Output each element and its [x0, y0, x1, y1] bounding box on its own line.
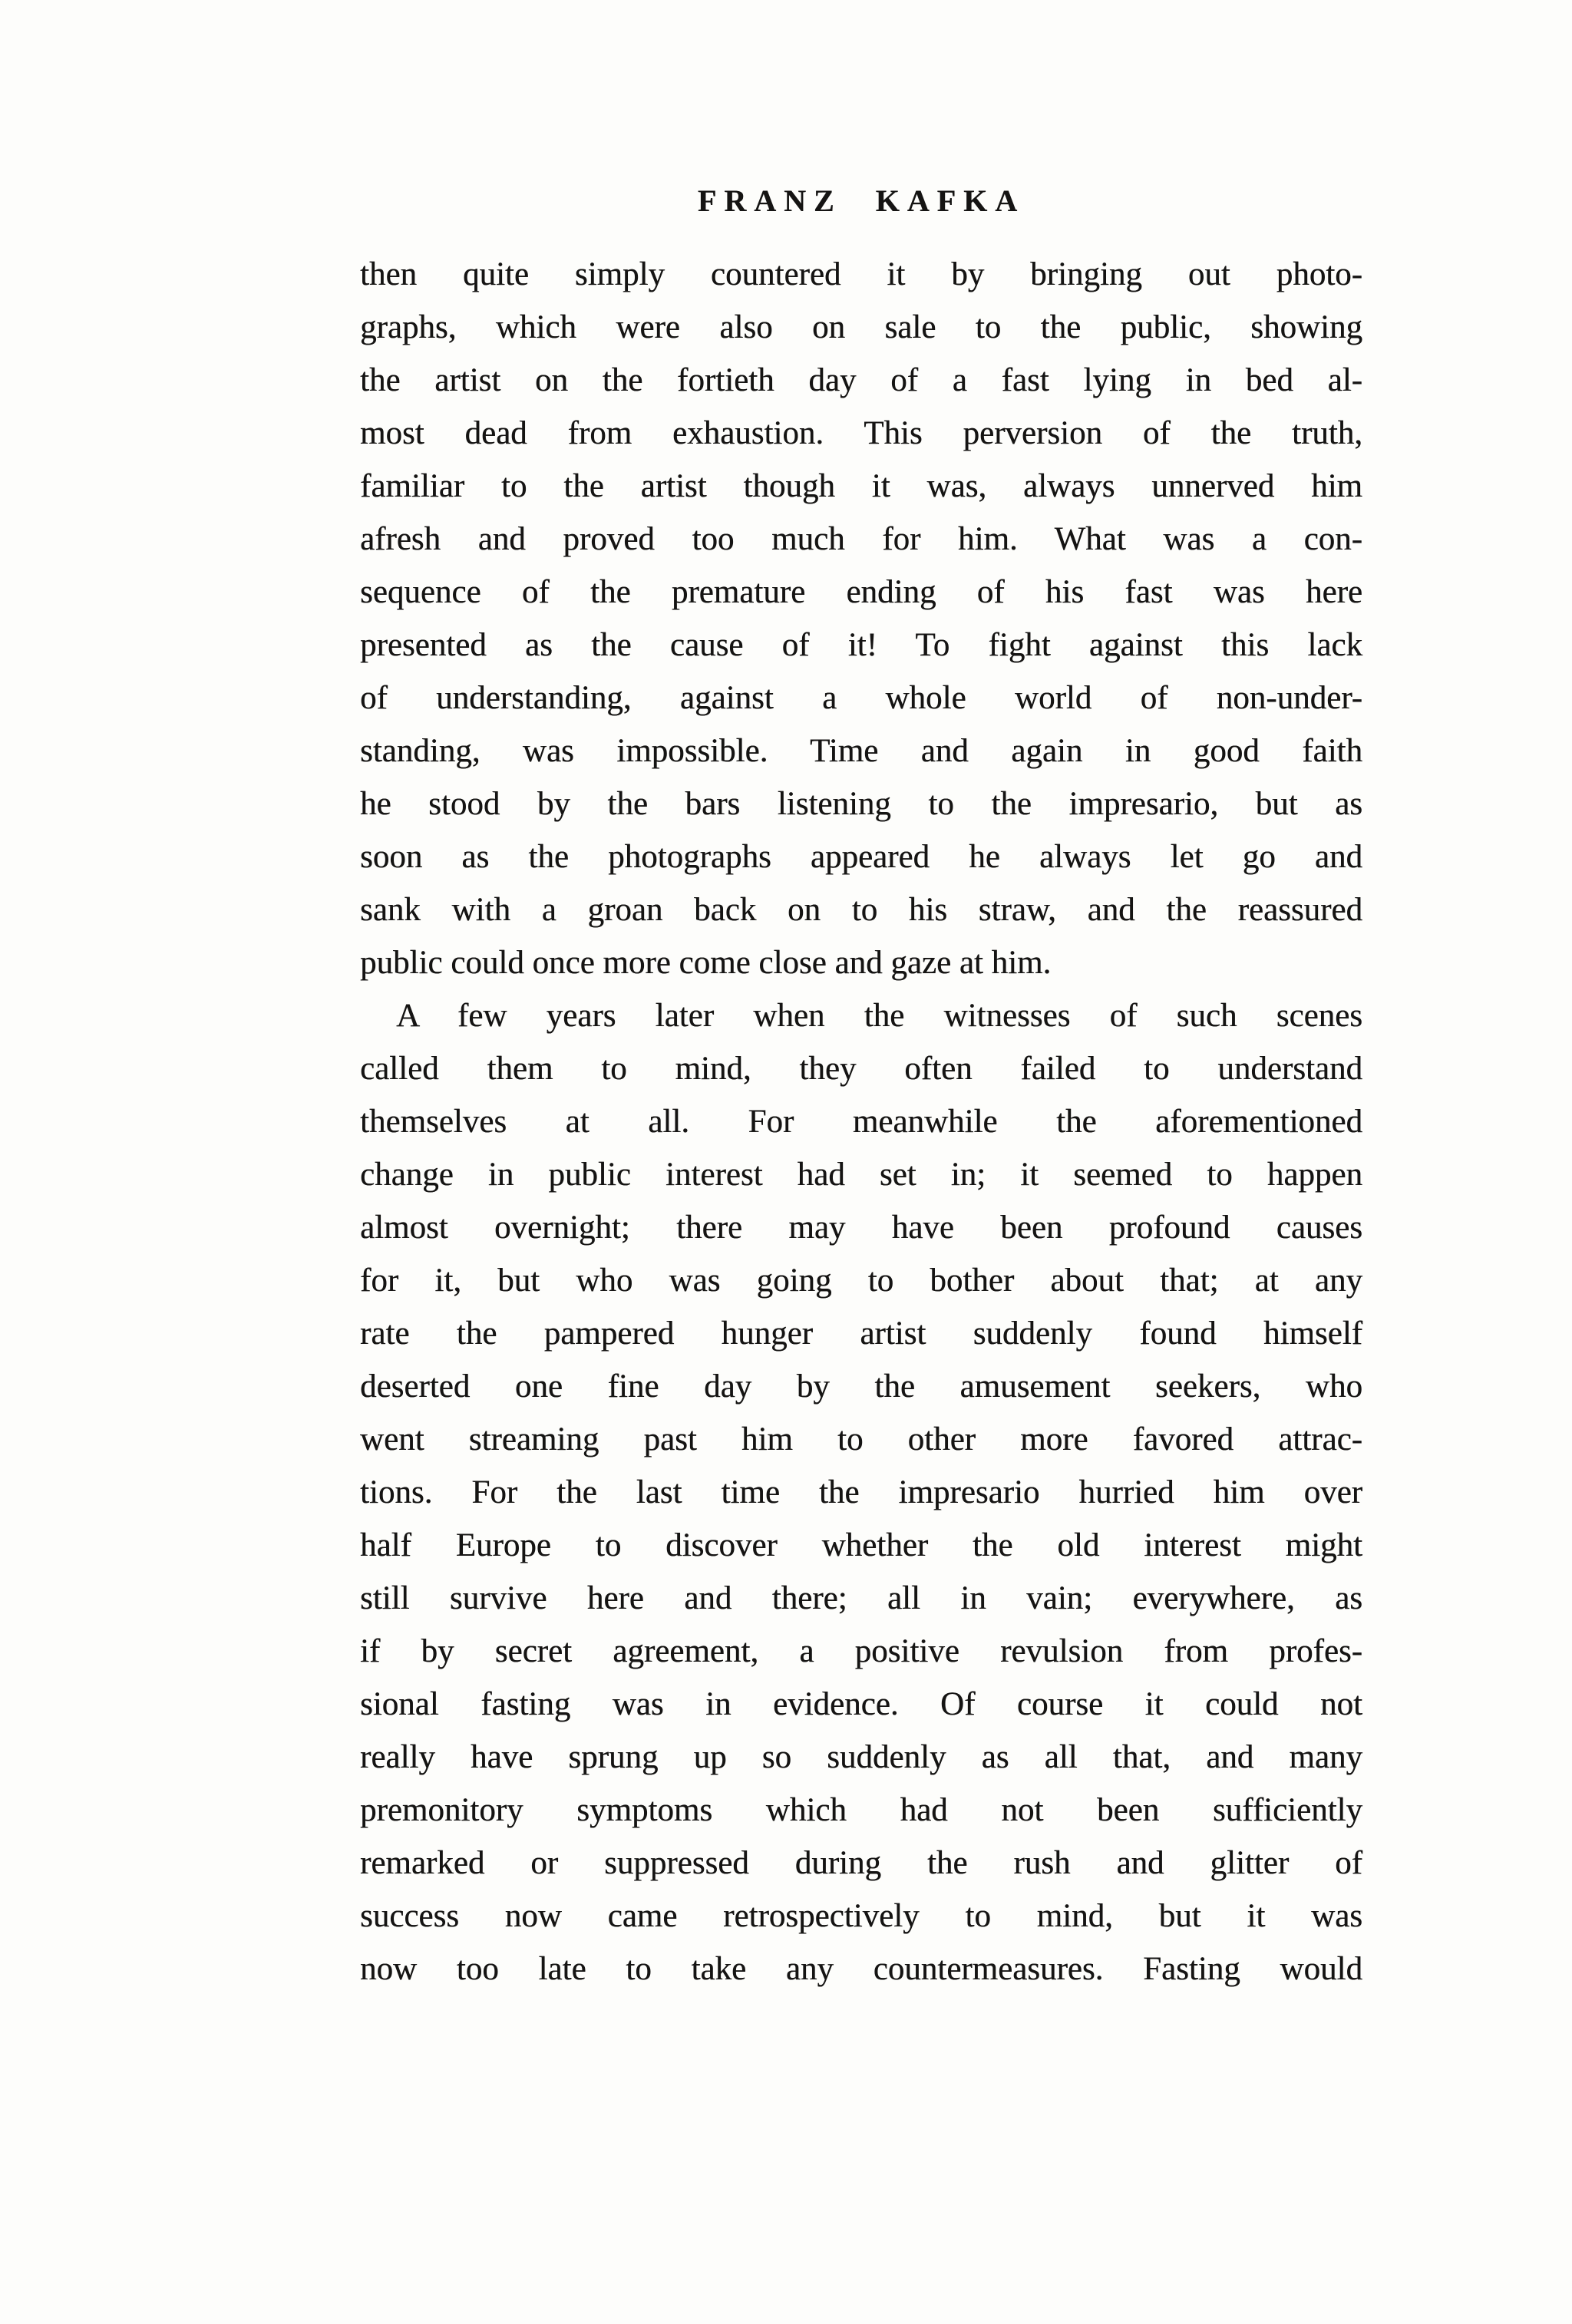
text-line: remarked or suppressed during the rush and glitter of: [360, 1845, 1362, 1881]
text-line: then quite simply countered it by bringing out photo-: [360, 256, 1362, 292]
text-line: sequence of the premature ending of his fast was here: [360, 574, 1362, 610]
text-line: rate the pampered hunger artist suddenly found himself: [360, 1316, 1362, 1352]
text-line: soon as the photographs appeared he always let go and: [360, 839, 1362, 875]
text-line: success now came retrospectively to mind, but it was: [360, 1898, 1362, 1934]
text-line: the artist on the fortieth day of a fast lying in bed al-: [360, 362, 1362, 398]
text-line: sank with a groan back on to his straw, and the reassured: [360, 892, 1362, 928]
text-line: of understanding, against a whole world of non-under-: [360, 680, 1362, 716]
paragraph: [360, 248, 1362, 989]
text-line: public could once more come close and gaze at him.: [360, 945, 1052, 981]
text-line: now too late to take any countermeasures. Fasting would: [360, 1951, 1362, 1987]
paragraph: [360, 989, 1362, 1996]
text-line: standing, was impossible. Time and again in good faith: [360, 733, 1362, 769]
text-line: premonitory symptoms which had not been sufficiently: [360, 1792, 1362, 1828]
text-line: tions. For the last time the impresario hurried him over: [360, 1474, 1362, 1510]
page-body: [360, 248, 1362, 1996]
text-line: went streaming past him to other more favored attrac-: [360, 1421, 1362, 1457]
text-line: afresh and proved too much for him. What was a con-: [360, 521, 1362, 557]
text-line: familiar to the artist though it was, always unnerved him: [360, 468, 1362, 504]
text-line: themselves at all. For meanwhile the aforementioned: [360, 1104, 1362, 1140]
text-line: still survive here and there; all in vain; everywhere, as: [360, 1580, 1362, 1616]
text-line: graphs, which were also on sale to the public, showing: [360, 309, 1362, 345]
text-line: presented as the cause of it! To fight against this lack: [360, 627, 1362, 663]
text-line: for it, but who was going to bother about that; at any: [360, 1263, 1362, 1299]
text-line: change in public interest had set in; it seemed to happen: [360, 1157, 1362, 1193]
text-line: A few years later when the witnesses of such scenes: [396, 998, 1362, 1034]
text-line: called them to mind, they often failed to understand: [360, 1051, 1362, 1087]
text-line: most dead from exhaustion. This perversion of the truth,: [360, 415, 1362, 451]
text-line: really have sprung up so suddenly as all that, and many: [360, 1739, 1362, 1775]
text-line: half Europe to discover whether the old interest might: [360, 1527, 1362, 1563]
text-line: if by secret agreement, a positive revulsion from profes-: [360, 1633, 1362, 1669]
text-line: deserted one fine day by the amusement seekers, who: [360, 1368, 1362, 1405]
text-line: sional fasting was in evidence. Of course it could not: [360, 1686, 1362, 1722]
text-line: he stood by the bars listening to the impresario, but as: [360, 786, 1362, 822]
text-line: almost overnight; there may have been profound causes: [360, 1210, 1362, 1246]
running-header: FRANZ KAFKA: [697, 183, 1025, 218]
